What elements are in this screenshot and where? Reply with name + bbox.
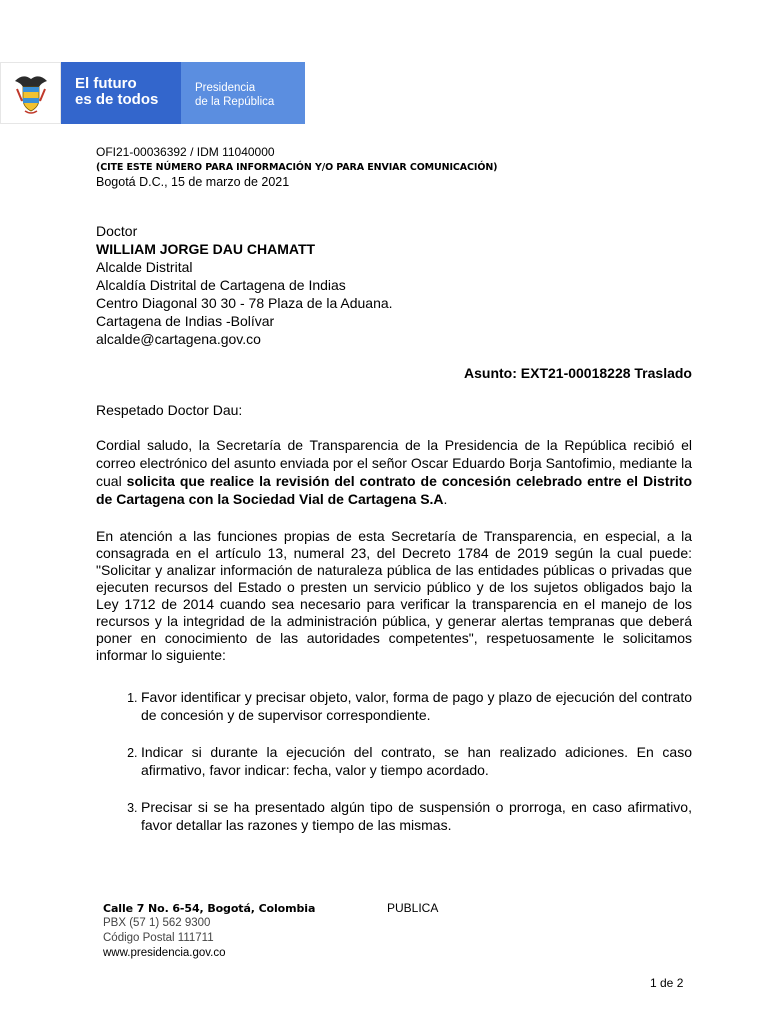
paragraph-intro-bold: solicita que realice la revisión del contrato de concesión celebrado entre el Distrito de Cartagena con la Sociedad Vial de Cartagena S.A: [96, 473, 692, 507]
footer-phone: PBX (57 1) 562 9300: [103, 917, 211, 929]
footer-street: Calle 7 No. 6-54, Bogotá, Colombia: [103, 902, 316, 915]
footer-contact: [103, 901, 315, 961]
organization-block: [181, 62, 305, 124]
request-item: 2. Indicar si durante la ejecución del contrato, se han realizado adiciones. En caso afirmativo, favor indicar: fecha, valor y tiempo acordado.: [141, 743, 692, 779]
recipient-email[interactable]: alcalde@cartagena.gov.co: [96, 331, 261, 347]
paragraph-legal-basis: En atención a las funciones propias de esta Secretaría de Transparencia, en especial, a la consagrada en el artículo 13, numeral 23, del Decreto 1784 de 2019 según la cual puede: "Solicitar y analizar información de naturaleza pública de las entidades públicas o privadas que ejecuten recursos del Estado o presten un servicio público y de los sujetos obligados bajo la Ley 1712 de 2014 cuando sea necesario para verificar la transparencia en el manejo de los recursos y la integridad de la administración pública, y generar alertas tempranas que deberá poner en conocimiento de las autoridades competentes", respetuosamente le solicitamos informar lo siguiente:: [96, 528, 692, 663]
recipient-address: Centro Diagonal 30 30 - 78 Plaza de la Aduana.: [96, 295, 393, 311]
organization-line-1: Presidencia: [195, 82, 256, 94]
paragraph-intro-end: .: [443, 491, 448, 507]
organization-line-2: de la República: [195, 96, 275, 108]
recipient-title: Doctor: [96, 223, 138, 239]
reference-number: OFI21-00036392 / IDM 11040000: [96, 145, 275, 159]
classification-label: PUBLICA: [387, 901, 439, 915]
request-list: [96, 688, 692, 853]
paragraph-intro: [96, 436, 692, 508]
slogan-line-1: El futuro: [75, 75, 137, 92]
slogan-line-2: es de todos: [75, 91, 159, 108]
request-item: 1. Favor identificar y precisar objeto, valor, forma de pago y plazo de ejecución del contrato de concesión y de supervisor correspondiente.: [141, 688, 692, 724]
recipient-city: Cartagena de Indias -Bolívar: [96, 313, 275, 329]
footer-web[interactable]: www.presidencia.gov.co: [103, 947, 226, 959]
header-logo: [0, 62, 305, 124]
cite-notice: (CITE ESTE NÚMERO PARA INFORMACIÓN Y/O PARA ENVIAR COMUNICACIÓN): [96, 162, 498, 173]
reference-block: [96, 145, 497, 190]
recipient-entity: Alcaldía Distrital de Cartagena de Indias: [96, 277, 346, 293]
footer-postal: Código Postal 111711: [103, 932, 214, 944]
slogan-block: [61, 62, 181, 124]
page-number: 1 de 2: [650, 976, 684, 990]
recipient-position: Alcalde Distrital: [96, 259, 193, 275]
recipient-name: WILLIAM JORGE DAU CHAMATT: [96, 241, 316, 257]
paragraph-intro-text: Cordial saludo, la Secretaría de Transparencia de la Presidencia de la República recibió el correo electrónico del asunto enviada por el señor Oscar Eduardo Borja Santofimio, mediante la cual: [96, 437, 692, 489]
subject-line: Asunto: EXT21-00018228 Traslado: [464, 365, 692, 381]
recipient-block: [96, 222, 393, 348]
letter-date: Bogotá D.C., 15 de marzo de 2021: [96, 175, 290, 189]
greeting: Respetado Doctor Dau:: [96, 402, 243, 418]
request-item: 3. Precisar si se ha presentado algún tipo de suspensión o prorroga, en caso afirmativo, favor detallar las razones y tiempo de las mismas.: [141, 798, 692, 834]
coat-of-arms-icon: [0, 62, 61, 124]
